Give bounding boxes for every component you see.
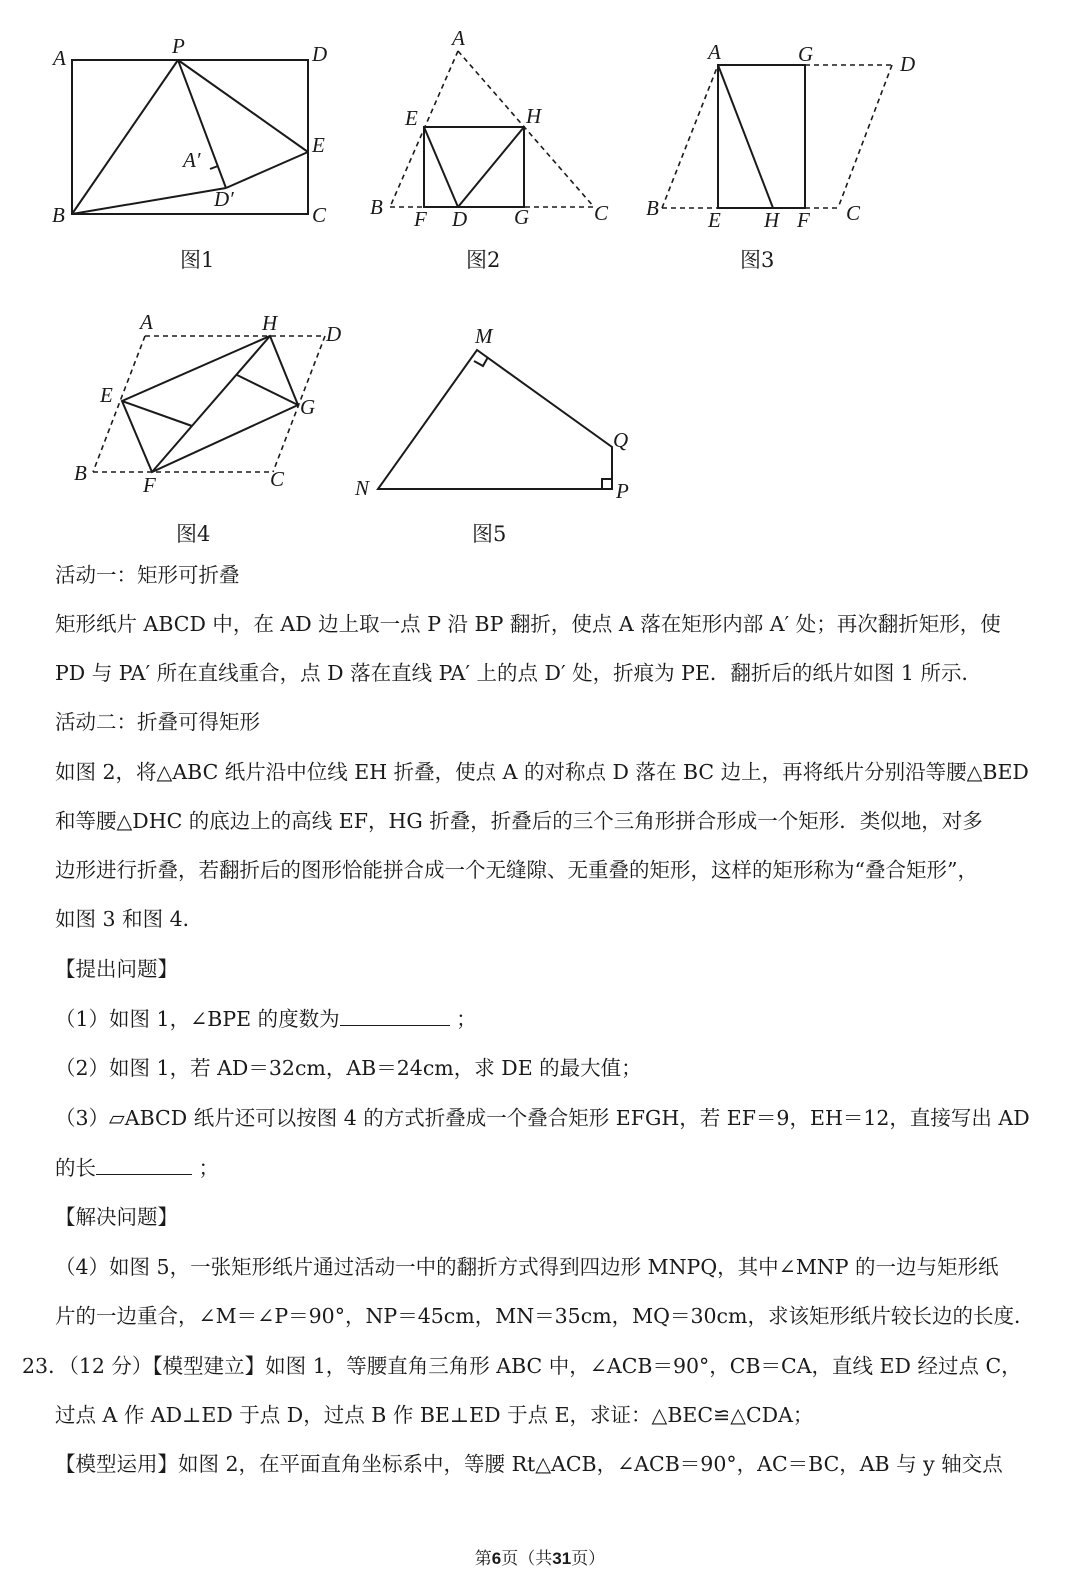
- label-a: A: [140, 310, 153, 334]
- label-a: A: [452, 26, 465, 50]
- label-f: F: [143, 473, 156, 497]
- question-23-line-1: 23．（12 分）【模型建立】如图 1，等腰直角三角形 ABC 中，∠ACB＝90°，CB＝CA，直线 ED 经过点 C，: [22, 1354, 1022, 1378]
- label-a: A: [53, 46, 66, 70]
- question-23-line-3: 【模型运用】如图 2，在平面直角坐标系中，等腰 Rt△ACB，∠ACB＝90°，AC＝BC，AB 与 y 轴交点: [55, 1452, 1003, 1476]
- question-23-line-2: 过点 A 作 AD⊥ED 于点 D，过点 B 作 BE⊥ED 于点 E，求证：△BEC≌△CDA；: [55, 1403, 814, 1427]
- quadrilateral-mnpq: [378, 350, 612, 489]
- label-e: E: [100, 383, 113, 407]
- figure-4: [60, 305, 360, 510]
- question-heading: 【提出问题】: [55, 957, 178, 981]
- figure-2-caption: 图2: [466, 248, 501, 272]
- label-d: D: [900, 52, 916, 76]
- label-g: G: [514, 205, 530, 229]
- activity-2-line-2: 和等腰△DHC 的底边上的高线 EF，HG 折叠，折叠后的三个三角形拼合形成一个矩形．类似地，对多: [55, 809, 983, 833]
- question-4-line-1: （4）如图 5，一张矩形纸片通过活动一中的翻折方式得到四边形 MNPQ，其中∠MNP 的一边与矩形纸: [55, 1255, 999, 1279]
- label-h: H: [526, 104, 542, 128]
- label-p: P: [172, 34, 185, 58]
- footer-post: 页）: [571, 1549, 606, 1569]
- label-b: B: [370, 195, 383, 219]
- label-g: G: [798, 42, 814, 66]
- label-a-prime: A′: [183, 148, 201, 172]
- solve-heading: 【解决问题】: [55, 1205, 178, 1229]
- answer-blank-3[interactable]: [96, 1154, 192, 1175]
- question-2: （2）如图 1，若 AD＝32cm，AB＝24cm，求 DE 的最大值；: [55, 1056, 642, 1080]
- activity-2-line-4: 如图 3 和图 4．: [55, 907, 204, 931]
- activity-2-line-1: 如图 2，将△ABC 纸片沿中位线 EH 折叠，使点 A 的对称点 D 落在 BC 边上，再将纸片分别沿等腰△BED: [55, 760, 1029, 784]
- rectangle-abcd: [72, 60, 308, 214]
- footer-total-pages: 31: [552, 1549, 572, 1568]
- answer-blank-1[interactable]: [340, 1005, 450, 1026]
- label-f: F: [414, 207, 427, 231]
- label-c: C: [312, 203, 327, 227]
- label-e: E: [708, 208, 721, 232]
- label-e: E: [405, 106, 418, 130]
- question-3-line-1: （3）▱ABCD 纸片还可以按图 4 的方式折叠成一个叠合矩形 EFGH，若 EF＝9，EH＝12，直接写出 AD: [55, 1106, 1030, 1130]
- activity-2-title: 活动二：折叠可得矩形: [55, 710, 260, 734]
- label-n: N: [355, 476, 370, 500]
- label-a: A: [708, 40, 721, 64]
- figure-3: [640, 30, 930, 235]
- label-h: H: [262, 311, 278, 335]
- figure-5: [345, 320, 655, 510]
- question-1-end: ；: [449, 1007, 477, 1031]
- label-c: C: [270, 467, 285, 491]
- activity-1-title: 活动一：矩形可折叠: [55, 563, 240, 587]
- rectangle-efgh: [424, 127, 524, 207]
- figure-2: [360, 25, 620, 235]
- label-e: E: [312, 133, 325, 157]
- label-d: D: [452, 207, 468, 231]
- footer-pre: 第: [474, 1549, 492, 1569]
- label-m: M: [475, 324, 493, 348]
- activity-1-line-1: 矩形纸片 ABCD 中，在 AD 边上取一点 P 沿 BP 翻折，使点 A 落在矩形内部 A′ 处；再次翻折矩形，使: [55, 612, 1001, 636]
- question-3-line-2: [55, 1153, 1045, 1183]
- rectangle-aegf: [718, 65, 805, 208]
- figure-5-caption: 图5: [472, 522, 507, 546]
- question-1-text: （1）如图 1，∠BPE 的度数为: [55, 1007, 340, 1031]
- label-c: C: [846, 201, 861, 225]
- figure-3-caption: 图3: [740, 248, 775, 272]
- page-footer: [0, 1544, 1080, 1569]
- figure-1: [40, 30, 350, 240]
- question-3-text: 的长: [55, 1156, 96, 1180]
- label-c: C: [594, 201, 609, 225]
- question-4-line-2: 片的一边重合，∠M＝∠P＝90°，NP＝45cm，MN＝35cm，MQ＝30cm，求该矩形纸片较长边的长度．: [55, 1304, 1035, 1328]
- footer-page-number: 6: [491, 1549, 502, 1568]
- activity-2-line-3: 边形进行折叠，若翻折后的图形恰能拼合成一个无缝隙、无重叠的矩形，这样的矩形称为“叠合矩形”，: [55, 858, 978, 882]
- label-q: Q: [613, 428, 629, 452]
- label-b: B: [52, 203, 65, 227]
- figure-1-caption: 图1: [180, 248, 215, 272]
- footer-mid: 页（共: [501, 1549, 553, 1569]
- figure-4-caption: 图4: [176, 522, 211, 546]
- activity-1-line-2: PD 与 PA′ 所在直线重合，点 D 落在直线 PA′ 上的点 D′ 处，折痕为 PE．翻折后的纸片如图 1 所示．: [55, 661, 982, 685]
- question-3-end: ；: [192, 1156, 220, 1180]
- label-d: D: [312, 42, 328, 66]
- label-b: B: [74, 461, 87, 485]
- label-b: B: [646, 196, 659, 220]
- label-d-prime: D′: [214, 187, 234, 211]
- label-f: F: [797, 208, 810, 232]
- label-d: D: [326, 322, 342, 346]
- label-h: H: [764, 208, 780, 232]
- label-g: G: [300, 395, 316, 419]
- question-1: [55, 1004, 1045, 1034]
- label-p: P: [616, 479, 629, 503]
